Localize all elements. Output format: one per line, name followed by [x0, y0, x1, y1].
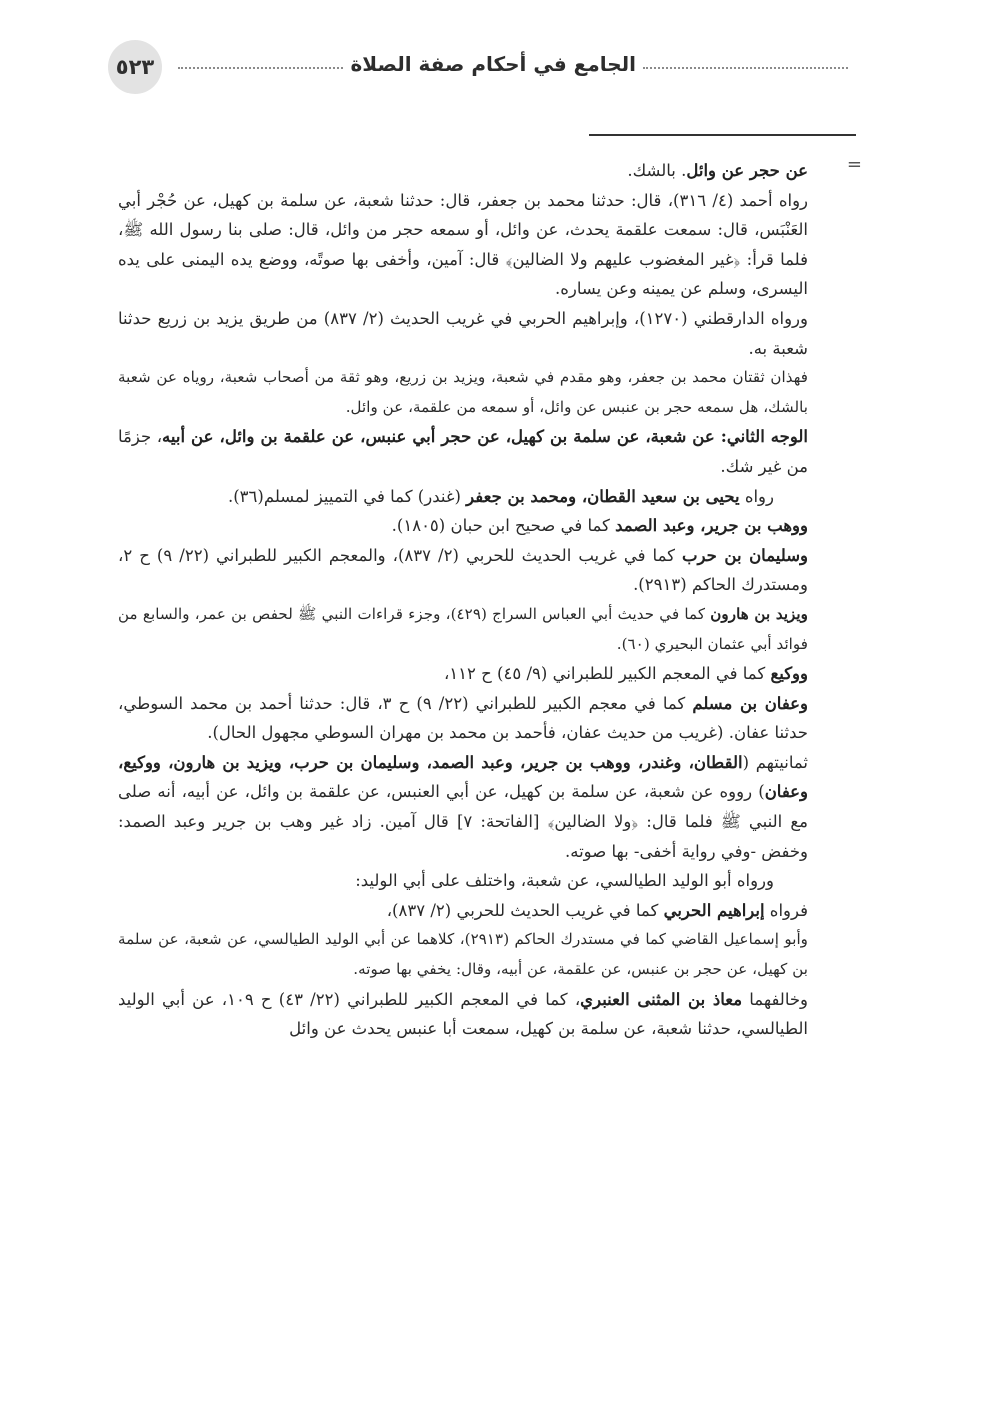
paragraph-14: [118, 896, 808, 926]
paragraph-9: [118, 600, 808, 659]
bold-run: ويزيد بن هارون: [710, 604, 808, 623]
text-run: كما في حديث أبي العباس السراج (٤٢٩)، وجزء قراءات النبي ﷺ لحفص بن عمر، والسابع من فوائد أبي عثمان البحيري (٦٠).: [118, 604, 808, 653]
text-run: فرواه: [764, 900, 808, 920]
text-run: وأبو إسماعيل القاضي كما في مستدرك الحاكم (٢٩١٣)، كلاهما عن أبي الوليد الطيالسي، عن شعبة، عن سلمة بن كهيل، عن حجر بن عنبس، عن علقمة، عن أبيه، وقال: يخفي بها صوته.: [118, 930, 808, 979]
paragraph-5: [118, 422, 808, 481]
bold-run: وعفان بن مسلم: [692, 693, 808, 713]
text-run: (غندر) كما في التمييز لمسلم(٣٦).: [227, 486, 467, 506]
running-header: [108, 40, 848, 102]
page-number: ٥٢٣: [108, 40, 162, 94]
text-run: كما في معجم الكبير للطبراني (٢٢/ ٩) ح ٣، قال: حدثنا أحمد بن محمد السوطي، حدثنا عفان. (غريب من حديث عفان، فأحمد بن محمد بن مهران السوطي مجهول الحال).: [118, 693, 808, 743]
text-run: ورواه أبو الوليد الطيالسي، عن شعبة، واختلف على أبي الوليد:: [355, 871, 774, 891]
text-run: كما في صحيح ابن حبان (١٨٠٥).: [391, 516, 616, 536]
bold-run: القطان، وغندر، ووهب بن جرير، وعبد الصمد، وسليمان بن حرب، ويزيد بن هارون، ووكيع، وعفان: [118, 752, 808, 802]
running-title: الجامع في أحكام صفة الصلاة: [350, 52, 636, 76]
paragraph-3: [118, 304, 808, 363]
paragraph-2: [118, 186, 808, 304]
continuation-marker: =: [846, 154, 862, 175]
dotted-leader-right: [643, 67, 848, 69]
paragraph-11: [118, 689, 808, 748]
paragraph-8: [118, 541, 808, 600]
bold-run: ووهب بن جرير، وعبد الصمد: [615, 516, 808, 536]
text-run: ورواه الدارقطني (١٢٧٠)، وإبراهيم الحربي في غريب الحديث (٢/ ٨٣٧) من طريق يزيد بن زريع حدثنا شعبة به.: [118, 308, 808, 358]
bold-run: إبراهيم الحربي: [663, 900, 765, 920]
bold-run: عن حجر عن وائل: [686, 161, 808, 180]
text-run: رواه: [739, 486, 774, 506]
text-run: ثمانيتهم (: [742, 752, 808, 772]
text-run: وخالفهما: [742, 989, 809, 1009]
bold-run: الوجه الثاني: عن شعبة، عن سلمة بن كهيل، عن حجر أبي عنبس، عن علقمة بن وائل، عن أبيه: [162, 427, 808, 447]
paragraph-7: [118, 511, 808, 541]
text-run: . بالشك.: [627, 161, 687, 180]
text-run: ، جزمًا من غير شك.: [118, 427, 808, 476]
text-run: ) رووه عن شعبة، عن سلمة بن كهيل، عن أبي العنبس، عن علقمة بن وائل، عن أبيه، أنه صلى مع النبي ﷺ فلما قال: ﴿ولا الضالين﴾ [الفاتحة: ٧] قال آمين. زاد غير وهب بن جرير وعبد الصمد: وخفض -وفي رواية أخفى- بها صوته.: [118, 782, 808, 861]
paragraph-15: [118, 925, 808, 984]
bold-run: وسليمان بن حرب: [682, 545, 808, 565]
bold-run: يحيى بن سعيد القطان، ومحمد بن جعفر: [466, 486, 740, 506]
text-run: ، كما في المعجم الكبير للطبراني (٢٢/ ٤٣) ح ١٠٩، عن أبي الوليد الطيالسي، حدثنا شعبة، عن سلمة بن كهيل، سمعت أبا عنبس يحدث عن وائل: [118, 989, 808, 1039]
text-run: فهذان ثقتان محمد بن جعفر، وهو مقدم في شعبة، ويزيد بن زريع، وهو ثقة من أصحاب شعبة، روياه عن شعبة بالشك، هل سمعه حجر بن عنبس عن وائل، أو سمعه من علقمة، عن وائل.: [118, 368, 808, 416]
footnote-rule: [589, 134, 856, 136]
paragraph-6: [118, 482, 808, 512]
paragraph-13: [118, 866, 808, 896]
paragraph-12: [118, 748, 808, 866]
paragraph-16: [118, 985, 808, 1044]
bold-run: معاذ بن المثنى العنبري: [580, 989, 743, 1009]
text-run: كما في غريب الحديث للحربي (٢/ ٨٣٧)، والمعجم الكبير للطبراني (٢٢/ ٩) ح ٢، ومستدرك الحاكم (٢٩١٣).: [118, 545, 808, 595]
text-run: كما في غريب الحديث للحربي (٢/ ٨٣٧)،: [386, 900, 664, 920]
footnote-body: [118, 156, 808, 1044]
paragraph-4: [118, 363, 808, 422]
paragraph-10: [118, 659, 808, 689]
text-run: رواه أحمد (٤/ ٣١٦)، قال: حدثنا محمد بن جعفر، قال: حدثنا شعبة، عن سلمة بن كهيل، عن حُجْر أبي العَنْبَس، قال: سمعت علقمة يحدث، عن وائل، أو سمعه حجر من وائل، قال: صلى بنا رسول الله ﷺ، فلما قرأ: ﴿غير المغضوب عليهم ولا الضالين﴾ قال: آمين، وأخفى بها صوتًه، ووضع يده اليمنى على يده اليسرى، وسلم عن يمينه وعن يساره.: [118, 190, 808, 299]
text-run: كما في المعجم الكبير للطبراني (٩/ ٤٥) ح ١١٢،: [443, 664, 771, 684]
bold-run: ووكيع: [770, 664, 808, 684]
dotted-leader-left: [178, 67, 343, 69]
paragraph-1: [118, 156, 808, 186]
